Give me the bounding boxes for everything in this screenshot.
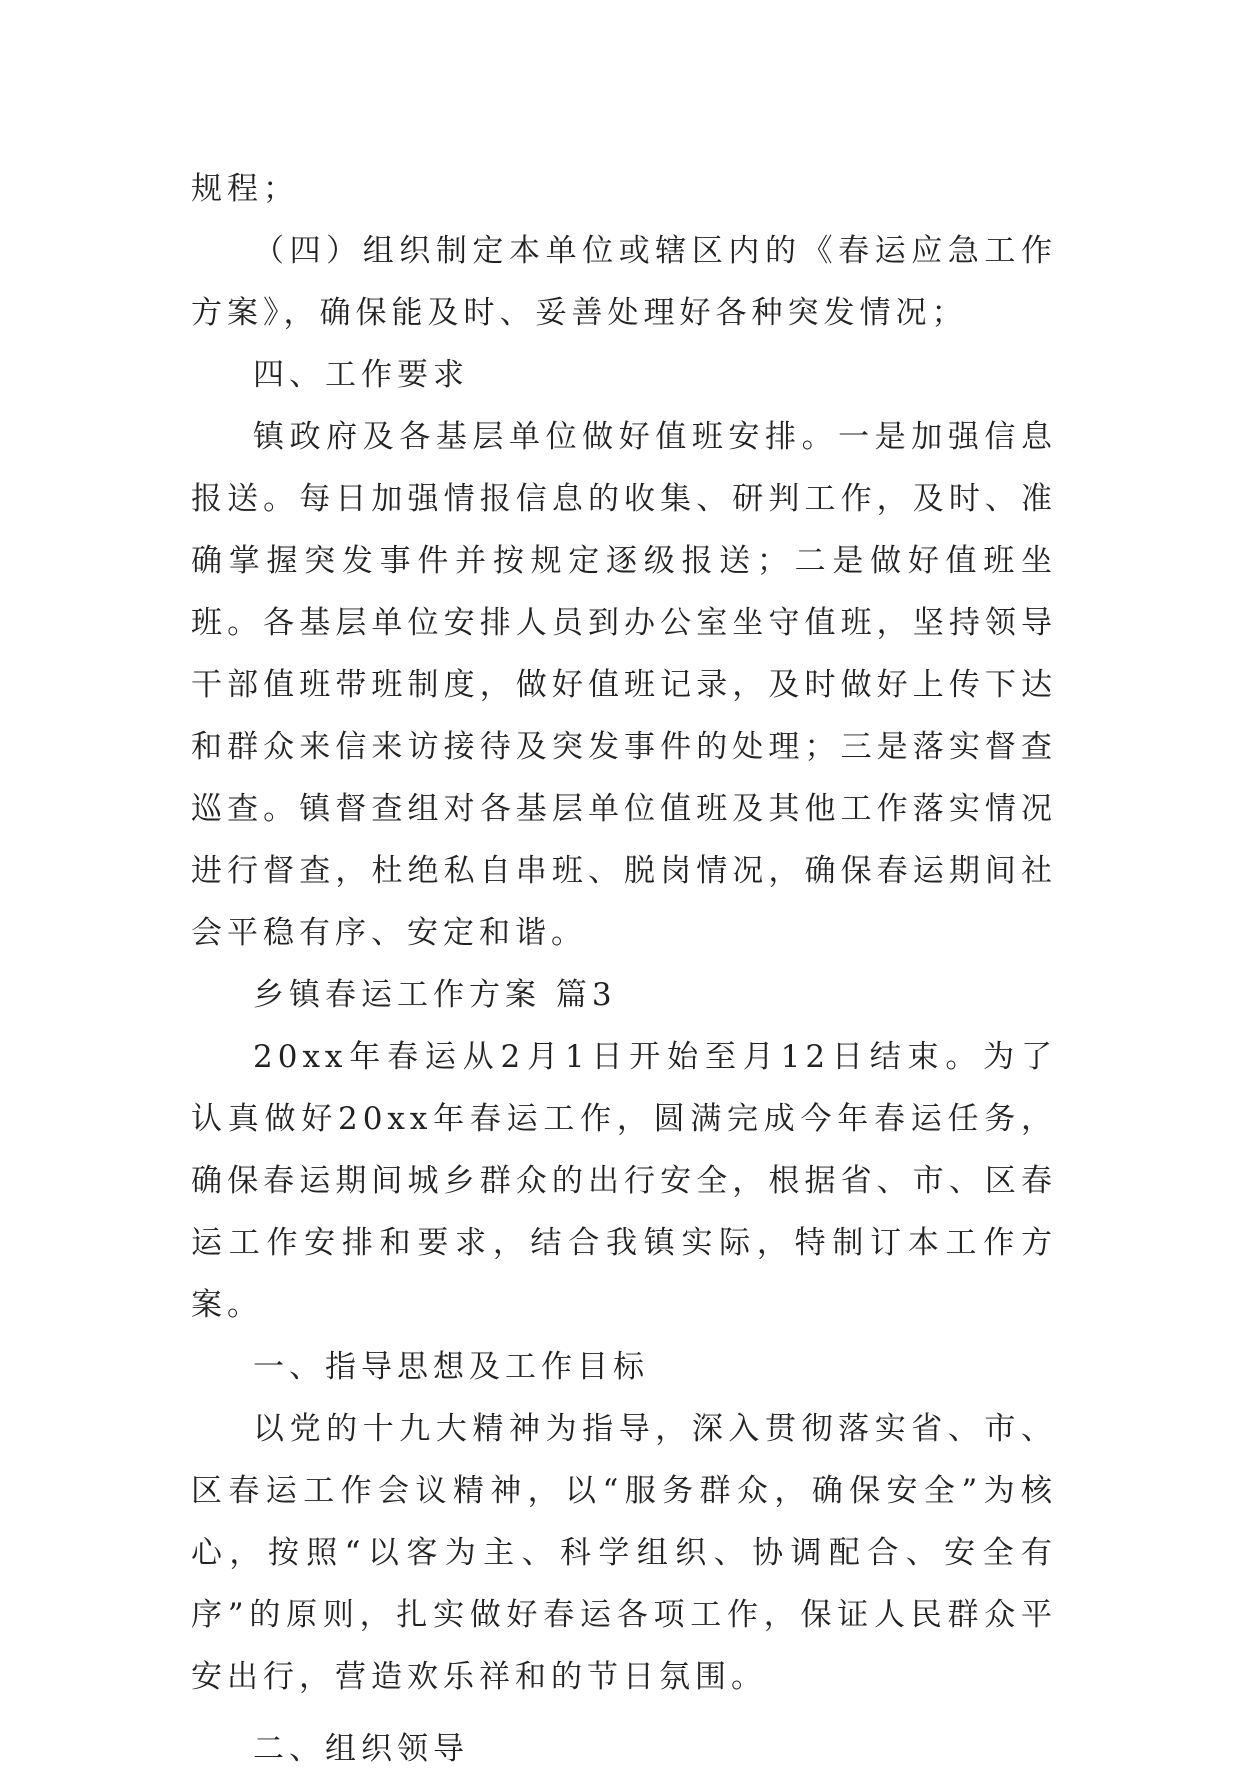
paragraph-guiding-ideology: 以党的十九大精神为指导，深入贯彻落实省、市、区春运工作会议精神，以“服务群众，确保安全”为核心，按照“以客为主、科学组织、协调配合、安全有序”的原则，扎实做好春运各项工作，保证人民群众平安出行，营造欢乐祥和的节日氛围。	[191, 1411, 1057, 1695]
document-title-plan-3: 乡镇春运工作方案 篇3	[253, 977, 617, 1013]
paragraph-item-four: （四）组织制定本单位或辖区内的《春运应急工作方案》，确保能及时、妥善处理好各种突发情况；	[191, 233, 1057, 331]
document-body	[191, 158, 1057, 1780]
paragraph-intro: 20xx年春运从2月1日开始至月12日结束。为了认真做好20xx年春运工作，圆满完成今年春运任务，确保春运期间城乡群众的出行安全，根据省、市、区春运工作安排和要求，结合我镇实际，特制订本工作方案。	[191, 1039, 1057, 1323]
section-heading-work-requirements: 四、工作要求	[253, 357, 469, 393]
section-heading-guiding-ideology: 一、指导思想及工作目标	[253, 1349, 649, 1385]
section-heading-organization: 二、组织领导	[253, 1731, 469, 1767]
paragraph-duty-arrangement: 镇政府及各基层单位做好值班安排。一是加强信息报送。每日加强情报信息的收集、研判工作，及时、准确掌握突发事件并按规定逐级报送；二是做好值班坐班。各基层单位安排人员到办公室坐守值班，坚持领导干部值班带班制度，做好值班记录，及时做好上传下达和群众来信来访接待及突发事件的处理；三是落实督查巡查。镇督查组对各基层单位值班及其他工作落实情况进行督查，杜绝私自串班、脱岗情况，确保春运期间社会平稳有序、安定和谐。	[191, 419, 1057, 951]
paragraph-continuation: 规程；	[191, 171, 299, 207]
